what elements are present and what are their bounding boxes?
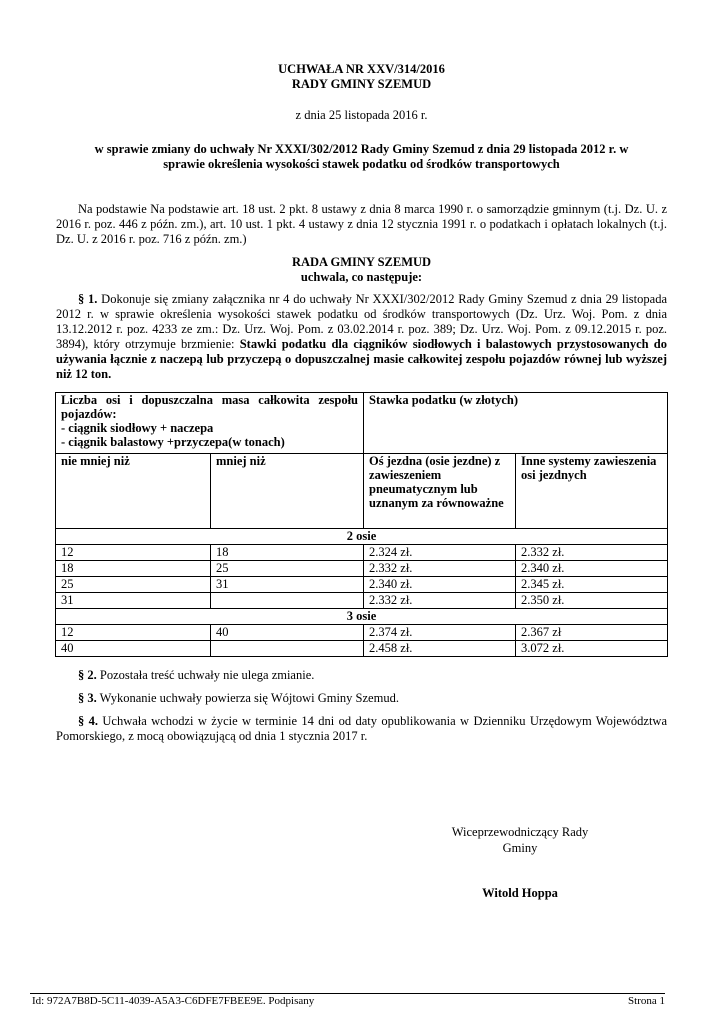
resolution-subject <box>56 142 667 172</box>
cell-other: 2.340 zł. <box>516 561 668 577</box>
cell-other: 2.367 zł <box>516 625 668 641</box>
header-item-ballast: - ciągnik balastowy +przyczepa(w tonach) <box>61 435 285 449</box>
cell-pneumatic: 2.340 zł. <box>364 577 516 593</box>
tax-rate-table <box>55 392 668 657</box>
resolution-date: z dnia 25 listopada 2016 r. <box>295 108 428 122</box>
cell-max: 25 <box>211 561 364 577</box>
col-header-other: Inne systemy zawieszenia osi jezdnych <box>516 454 668 529</box>
cell-pneumatic: 2.374 zł. <box>364 625 516 641</box>
paragraph-1 <box>56 292 667 382</box>
resolution-title <box>56 62 667 92</box>
paragraph-1-text: Dokonuje się zmiany załącznika nr 4 do uchwały Nr XXXI/302/2012 Rady Gminy Szemud z dnia 29 listopada 2012 r. w sprawie określenia wysokości stawek podatku od środków transportowych (Dz. Urz. Woj. Pom. z dnia 13.12.2012 r. poz. 4233 ze zm.: Dz. Urz. Woj. Pom. z 03.02.2014 r. poz. 389; Dz. Urz. Woj. Pom. z 09.12.2015 r. poz. 3894), który otrzymuje brzmienie: <box>56 292 667 351</box>
footer-document-id: Id: 972A7B8D-5C11-4039-A5A3-C6DFE7FBEE9E. Podpisany <box>32 995 315 1007</box>
paragraph-2 <box>56 668 667 683</box>
cell-min: 12 <box>56 545 211 561</box>
table-row <box>56 593 668 609</box>
cell-pneumatic: 2.332 zł. <box>364 593 516 609</box>
header-axles-weight-text: Liczba osi i dopuszczalna masa całkowita zespołu pojazdów: <box>61 393 359 421</box>
cell-max: 40 <box>211 625 364 641</box>
paragraph-4 <box>56 714 667 744</box>
paragraph-4-text: Uchwała wchodzi w życie w terminie 14 dni od daty opublikowania w Dzienniku Urzędowym Województwa Pomorskiego, z mocą obowiązującą od dnia 1 stycznia 2017 r. <box>56 714 667 743</box>
table-row <box>56 641 668 657</box>
cell-min: 12 <box>56 625 211 641</box>
table-row <box>56 577 668 593</box>
col-header-min: nie mniej niż <box>56 454 211 529</box>
cell-pneumatic: 2.458 zł. <box>364 641 516 657</box>
preamble-paragraph: Na podstawie Na podstawie art. 18 ust. 2 pkt. 8 ustawy z dnia 8 marca 1990 r. o samorządzie gminnym (t.j. Dz. U. z 2016 r. poz. 446 z późn. zm.), art. 10 ust. 1 pkt. 4 ustawy z dnia 12 stycznia 1991 r. o podatkach i opłatach lokalnych (t.j. Dz. U. z 2016 r. poz. 716 z późn. zm.) <box>56 202 667 246</box>
cell-max <box>211 641 364 657</box>
cell-other: 2.345 zł. <box>516 577 668 593</box>
section-2-axles: 2 osie <box>56 529 668 545</box>
paragraph-2-mark: § 2. <box>78 668 97 682</box>
title-number: UCHWAŁA NR XXV/314/2016 <box>278 62 445 76</box>
col-header-max: mniej niż <box>211 454 364 529</box>
paragraph-3 <box>56 691 667 706</box>
col-header-pneumatic: Oś jezdna (osie jezdne) z zawieszeniem pneumatycznym lub uznanym za równoważne <box>364 454 516 529</box>
paragraph-4-mark: § 4. <box>78 714 98 728</box>
subject-line-1: w sprawie zmiany do uchwały Nr XXXI/302/2012 Rady Gminy Szemud z dnia 29 listopada 2012 r. w <box>94 142 629 156</box>
paragraph-1-bold-text: Stawki podatku dla ciągników siodłowych i balastowych przystosowanych do używania łącznie z naczepą lub przyczepą o dopuszczalnej masie całkowitej zespołu pojazdów równej lub wyższej niż 12 ton. <box>56 337 667 381</box>
table-row <box>56 545 668 561</box>
subject-line-2: sprawie określenia wysokości stawek podatku od środków transportowych <box>163 157 560 171</box>
cell-pneumatic: 2.324 zł. <box>364 545 516 561</box>
signature-role-line-1: Wiceprzewodniczący Rady <box>451 825 589 839</box>
footer-page-number: Strona 1 <box>628 995 665 1007</box>
table-row <box>56 561 668 577</box>
cell-min: 31 <box>56 593 211 609</box>
header-item-semitrailer: - ciągnik siodłowy + naczepa <box>61 421 214 435</box>
cell-max <box>211 593 364 609</box>
title-council: RADY GMINY SZEMUD <box>291 77 432 91</box>
cell-pneumatic: 2.332 zł. <box>364 561 516 577</box>
cell-other: 2.350 zł. <box>516 593 668 609</box>
paragraph-2-text: Pozostała treść uchwały nie ulega zmianie. <box>96 668 315 682</box>
signature-role-line-2: Gminy <box>502 841 538 855</box>
paragraph-1-mark: § 1. <box>78 292 98 306</box>
table-row <box>56 625 668 641</box>
header-tax-rate: Stawka podatku (w złotych) <box>364 393 668 454</box>
signature-role <box>420 824 620 856</box>
council-heading <box>56 255 667 285</box>
cell-min: 18 <box>56 561 211 577</box>
cell-other: 2.332 zł. <box>516 545 668 561</box>
paragraph-3-mark: § 3. <box>78 691 97 705</box>
cell-other: 3.072 zł. <box>516 641 668 657</box>
signature-name: Witold Hoppa <box>482 886 558 900</box>
header-axles-weight <box>56 393 364 454</box>
section-3-axles: 3 osie <box>56 609 668 625</box>
cell-min: 40 <box>56 641 211 657</box>
cell-max: 31 <box>211 577 364 593</box>
footer-divider <box>30 993 665 994</box>
cell-min: 25 <box>56 577 211 593</box>
council-name: RADA GMINY SZEMUD <box>291 255 432 269</box>
paragraph-3-text: Wykonanie uchwały powierza się Wójtowi Gminy Szemud. <box>96 691 399 705</box>
council-resolves: uchwala, co następuje: <box>300 270 423 284</box>
cell-max: 18 <box>211 545 364 561</box>
